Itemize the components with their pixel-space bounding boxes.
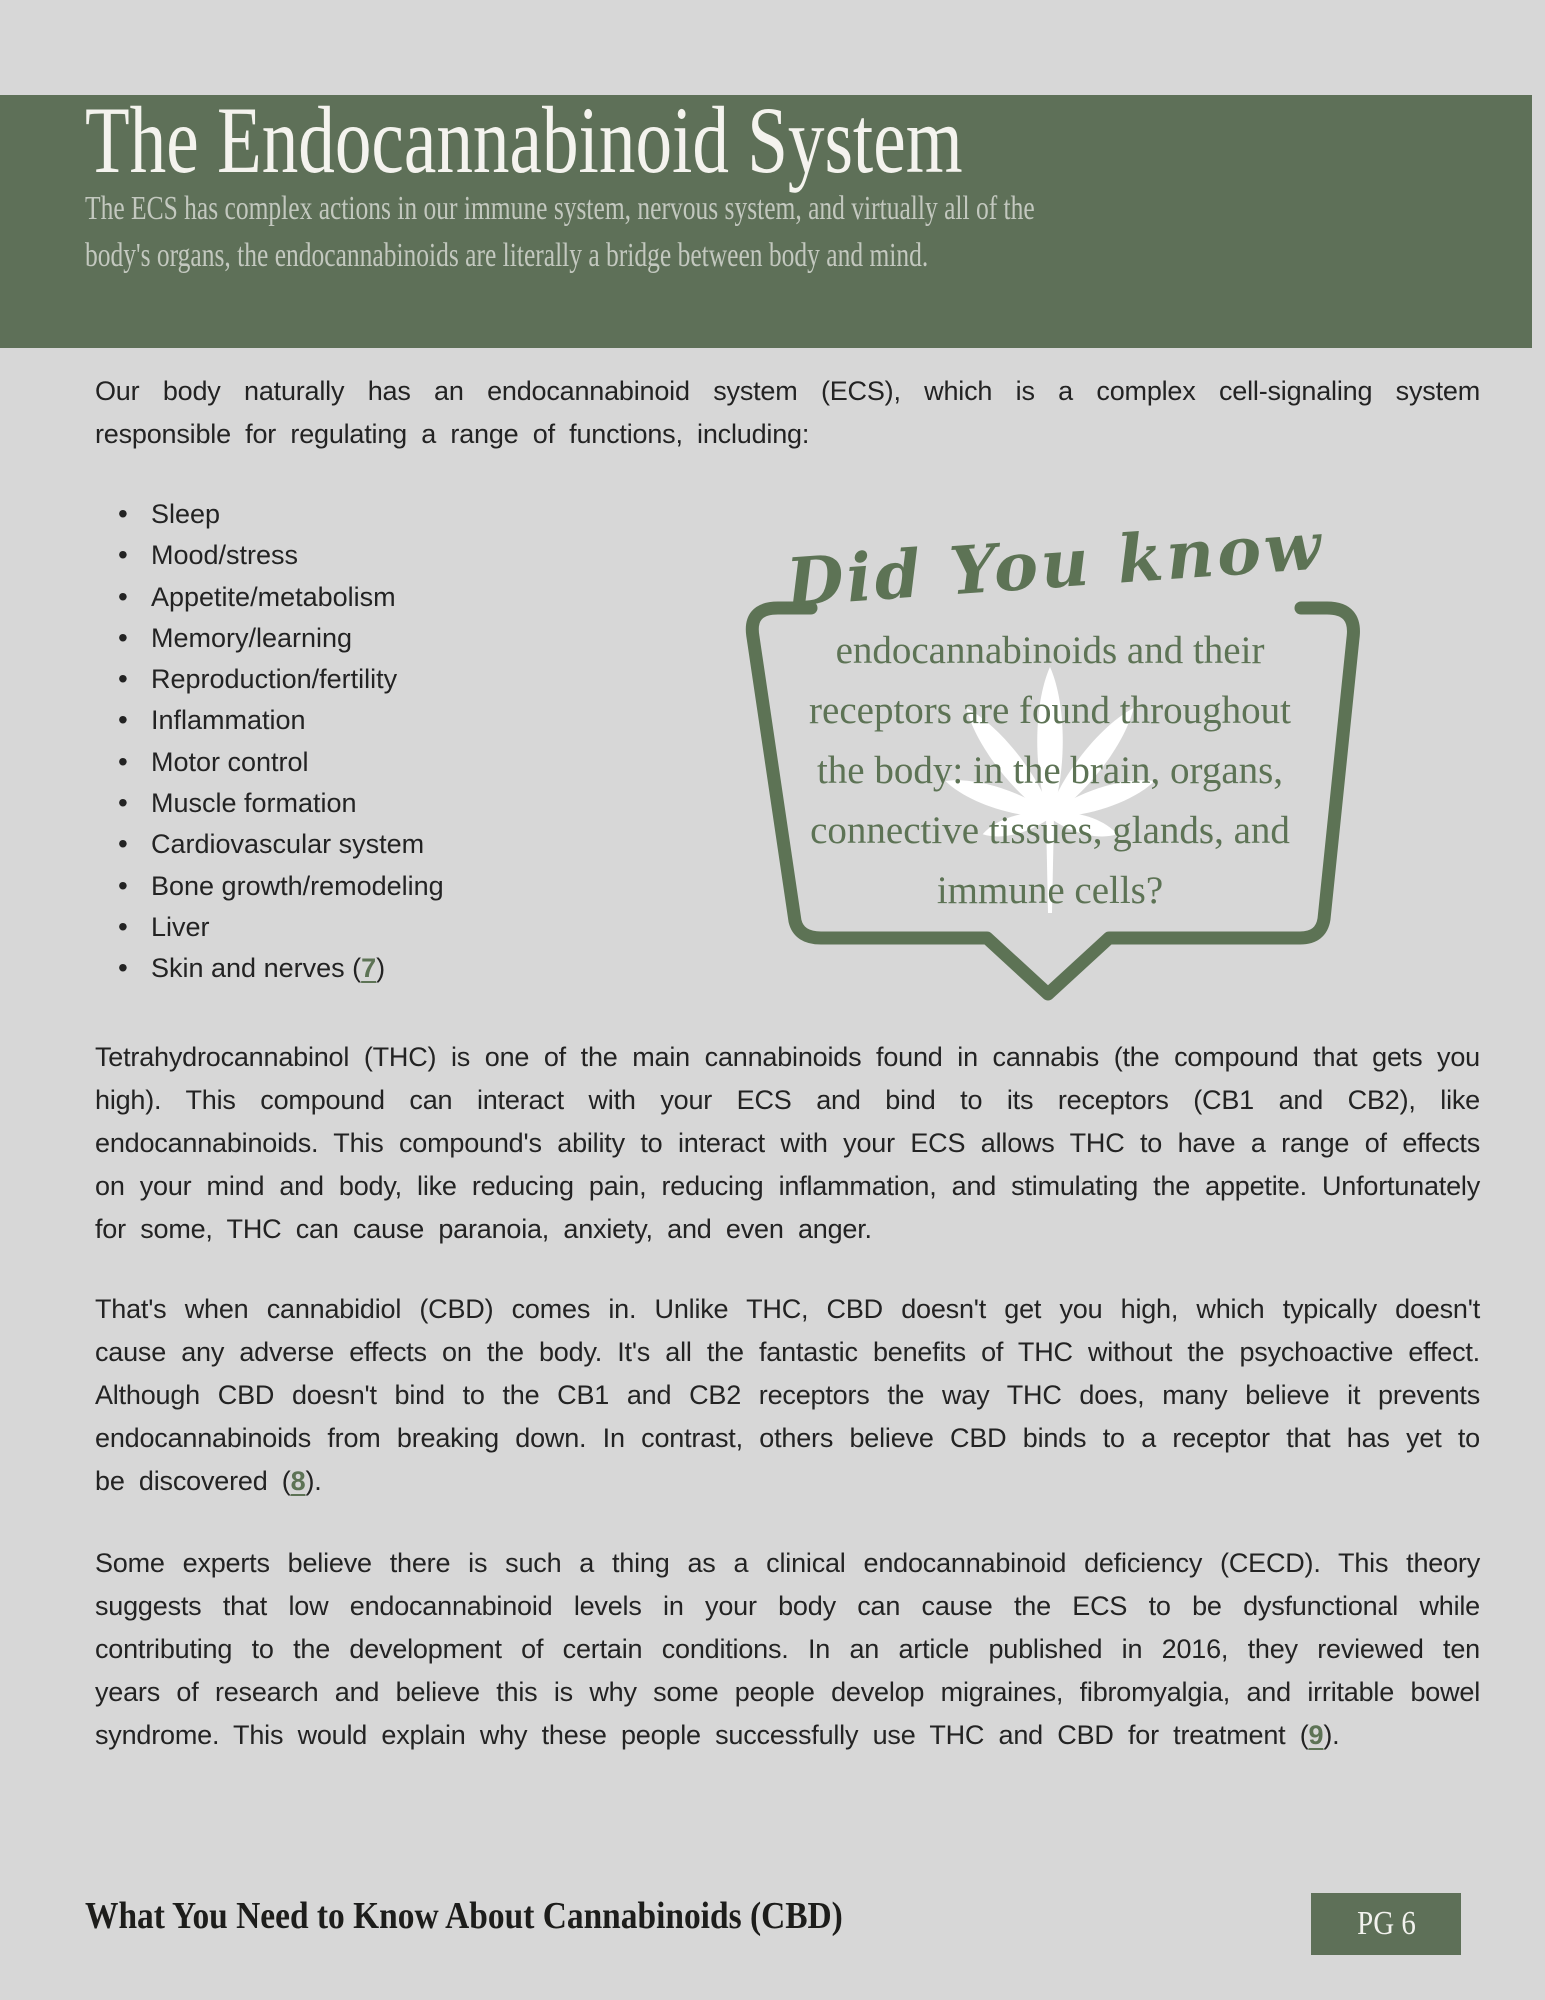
- list-item: • Mood/stress: [118, 535, 444, 576]
- callout-text: [745, 621, 1355, 921]
- callout-line: endocannabinoids and their: [835, 629, 1265, 672]
- subtitle-line-1: The ECS has complex actions in our immune system, nervous system, and virtually all of the: [85, 190, 1035, 227]
- functions-list: [118, 494, 444, 990]
- footer-title: What You Need to Know About Cannabinoids (CBD): [85, 1895, 843, 1937]
- page-title: The Endocannabinoid System: [85, 87, 963, 193]
- paragraph-text: ).: [305, 1466, 322, 1496]
- list-item: • Appetite/metabolism: [118, 577, 444, 618]
- cbd-paragraph: [95, 1288, 1480, 1503]
- cecd-paragraph: [95, 1542, 1480, 1757]
- list-item: • Memory/learning: [118, 618, 444, 659]
- didyouknow-callout: [690, 506, 1410, 1045]
- paragraph-text: That's when cannabidiol (CBD) comes in. Unlike THC, CBD doesn't get you high, which typically doesn't cause any adverse effects on the body. It's all the fantastic benefits of THC without the psychoactive effect. Although CBD doesn't bind to the CB1 and CB2 receptors the way THC does, many believe it prevents endocannabinoids from breaking down. In contrast, others believe CBD binds to a receptor that has yet to be discovered (: [95, 1294, 1480, 1496]
- list-item: • Liver: [118, 907, 444, 948]
- list-item: • Bone growth/remodeling: [118, 866, 444, 907]
- header-band: [0, 87, 1532, 348]
- citation-link-7[interactable]: 7: [361, 953, 377, 984]
- callout-line: receptors are found throughout: [809, 689, 1291, 732]
- intro-paragraph: Our body naturally has an endocannabinoid system (ECS), which is a complex cell-signaling system responsible for regulating a range of functions, including:: [95, 376, 1480, 449]
- list-item-text: Skin and nerves (: [151, 953, 362, 984]
- list-item: • Muscle formation: [118, 783, 444, 824]
- list-item: • Sleep: [118, 494, 444, 535]
- thc-paragraph: Tetrahydrocannabinol (THC) is one of the main cannabinoids found in cannabis (the compound that gets you high). This compound can interact with your ECS and bind to its receptors (CB1 and CB2), like endocannabinoids. This compound's ability to interact with your ECS allows THC to have a range of effects on your mind and body, like reducing pain, reducing inflammation, and stimulating the appetite. Unfortunately for some, THC can cause paranoia, anxiety, and even anger.: [95, 1042, 1480, 1244]
- citation-link-9[interactable]: 9: [1308, 1720, 1324, 1750]
- list-item: • Motor control: [118, 742, 444, 783]
- page-subtitle: [85, 185, 1035, 279]
- callout-title: Did You know: [783, 506, 1327, 622]
- paragraph-text: ).: [1323, 1720, 1340, 1750]
- callout-line: connective tissues, glands, and: [810, 809, 1290, 852]
- citation-link-8[interactable]: 8: [290, 1466, 306, 1496]
- list-item-text: ): [376, 953, 386, 984]
- callout-line: immune cells?: [936, 869, 1164, 912]
- callout-line: the body: in the brain, organs,: [816, 749, 1284, 792]
- page-number-label: PG 6: [1356, 1905, 1416, 1942]
- page-number-badge: [1311, 1893, 1461, 1955]
- list-item: • Reproduction/fertility: [118, 659, 444, 700]
- subtitle-line-2: body's organs, the endocannabinoids are literally a bridge between body and mind.: [85, 237, 929, 274]
- list-item: [118, 948, 444, 989]
- list-item: • Cardiovascular system: [118, 824, 444, 865]
- paragraph-text: Some experts believe there is such a thing as a clinical endocannabinoid deficiency (CECD). This theory suggests that low endocannabinoid levels in your body can cause the ECS to be dysfunctional while contributing to the development of certain conditions. In an article published in 2016, they reviewed ten years of research and believe this is why some people develop migraines, fibromyalgia, and irritable bowel syndrome. This would explain why these people successfully use THC and CBD for treatment (: [95, 1548, 1480, 1750]
- list-item: • Inflammation: [118, 700, 444, 741]
